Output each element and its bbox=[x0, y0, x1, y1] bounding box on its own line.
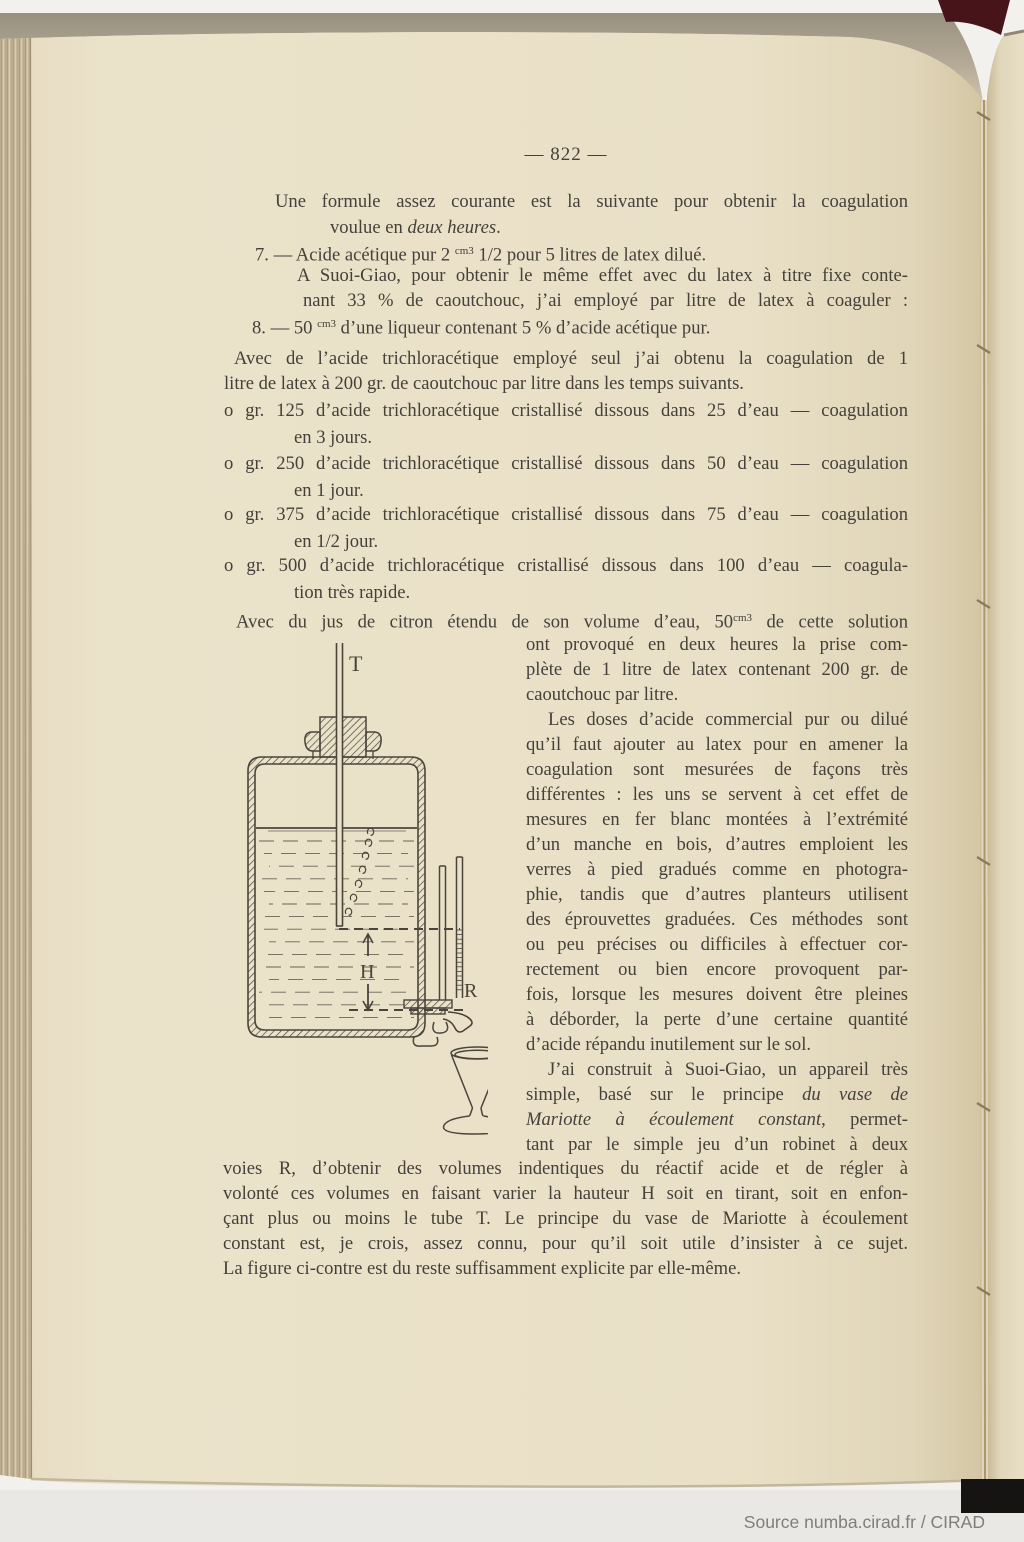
text-line: en 1 jour. bbox=[294, 480, 364, 501]
text-line: J’ai construit à Suoi-Giao, un appareil très bbox=[548, 1059, 908, 1080]
text-line: Une formule assez courante est la suivante pour obtenir la coagulation bbox=[275, 191, 908, 212]
text-line: voies R, d’obtenir des volumes indentiques du réactif acide et de régler à bbox=[223, 1158, 908, 1179]
text-line: constant est, je crois, assez connu, pour qu’il soit utile d’insister à ce sujet. bbox=[223, 1233, 908, 1254]
figure-label-H: H bbox=[360, 961, 375, 983]
text-line: nant 33 % de caoutchouc, j’ai employé par litre de latex à coaguler : bbox=[303, 290, 908, 311]
text-line: ou peu précises ou difficiles à effectuer cor- bbox=[526, 934, 908, 955]
text-line: Les doses d’acide commercial pur ou dilué bbox=[548, 709, 908, 730]
text-line: Avec du jus de citron étendu de son volume d’eau, $50^{cm3}$ de cette solution bbox=[236, 611, 908, 633]
text-line: des éprouvettes graduées. Ces méthodes sont bbox=[526, 909, 908, 930]
text-line: coagulation sont mesurées de façons très bbox=[526, 759, 908, 780]
text-line: ont provoqué en deux heures la prise com- bbox=[526, 634, 908, 655]
text-line: o gr. 250 d’acide trichloracétique cristallisé dissous dans 50 d’eau — coagulation bbox=[224, 453, 908, 474]
text-line: 8. — 50 $^{cm3}$ d’une liqueur contenant 5 % d’acide acétique pur. bbox=[252, 317, 711, 339]
text-line: çant plus ou moins le tube T. Le principe du vase de Mariotte à écoulement bbox=[223, 1208, 908, 1229]
text-line: tion très rapide. bbox=[294, 582, 411, 603]
text-line: 7. — Acide acétique pur 2 $^{cm3}$ 1/2 pour 5 litres de latex dilué. bbox=[255, 244, 707, 266]
goblet-glass bbox=[444, 1047, 489, 1134]
page-number: — 822 — bbox=[524, 144, 608, 165]
mariotte-vessel-figure bbox=[228, 638, 488, 1143]
text-line: o gr. 500 d’acide trichloracétique cristallisé dissous dans 100 d’eau — coagula- bbox=[224, 555, 908, 576]
figure-label-R: R bbox=[464, 980, 478, 1002]
text-line: qu’il faut ajouter au latex pour en amener la bbox=[526, 734, 908, 755]
text-line: verres à pied gradués comme en photogra- bbox=[526, 859, 908, 880]
text-line: o gr. 375 d’acide trichloracétique cristallisé dissous dans 75 d’eau — coagulation bbox=[224, 504, 908, 525]
text-line: volonté ces volumes en faisant varier la hauteur H soit en tirant, soit en enfon- bbox=[223, 1183, 908, 1204]
text-line: tant par le simple jeu d’un robinet à deux bbox=[526, 1134, 908, 1155]
text-line: à déborder, la perte d’une certaine quantité bbox=[526, 1009, 908, 1030]
text-line: plète de 1 litre de latex contenant 200 gr. de bbox=[526, 659, 908, 680]
text-line: Mariotte à écoulement constant, permet- bbox=[526, 1109, 908, 1130]
text-line: phie, tandis que d’autres planteurs utilisent bbox=[526, 884, 908, 905]
tap-robinet bbox=[404, 1000, 472, 1046]
text-line: d’un manche en bois, d’autres emploient les bbox=[526, 834, 908, 855]
text-line: mesures en fer blanc montées à l’extrémité bbox=[526, 809, 908, 830]
watermark: Source numba.cirad.fr / CIRAD bbox=[743, 1512, 985, 1532]
text-line: différentes : les uns se servent à cet effet de bbox=[526, 784, 908, 805]
text-line: caoutchouc par litre. bbox=[526, 684, 679, 705]
tube-T bbox=[336, 643, 343, 926]
text-line: La figure ci-contre est du reste suffisamment explicite par elle-même. bbox=[223, 1258, 742, 1279]
figure-label-T: T bbox=[349, 651, 363, 676]
text-line: Avec de l’acide trichloracétique employé seul j’ai obtenu la coagulation de 1 bbox=[234, 348, 908, 369]
graduation-ticks bbox=[457, 930, 463, 990]
text-line: A Suoi-Giao, pour obtenir le même effet avec du latex à titre fixe conte- bbox=[297, 265, 908, 286]
text-line: fois, lorsque les mesures doivent être pleines bbox=[526, 984, 908, 1005]
text-line: rectement ou bien encore provoquent par- bbox=[526, 959, 908, 980]
text-line: voulue en deux heures. bbox=[330, 217, 501, 238]
text-line: litre de latex à 200 gr. de caoutchouc par litre dans les temps suivants. bbox=[224, 373, 744, 394]
text-line: d’acide répandu inutilement sur le sol. bbox=[526, 1034, 812, 1055]
text-line: simple, basé sur le principe du vase de bbox=[526, 1084, 908, 1105]
text-line: o gr. 125 d’acide trichloracétique cristallisé dissous dans 25 d’eau — coagulation bbox=[224, 400, 908, 421]
text-line: en 3 jours. bbox=[294, 427, 372, 448]
text-line: en 1/2 jour. bbox=[294, 531, 379, 552]
